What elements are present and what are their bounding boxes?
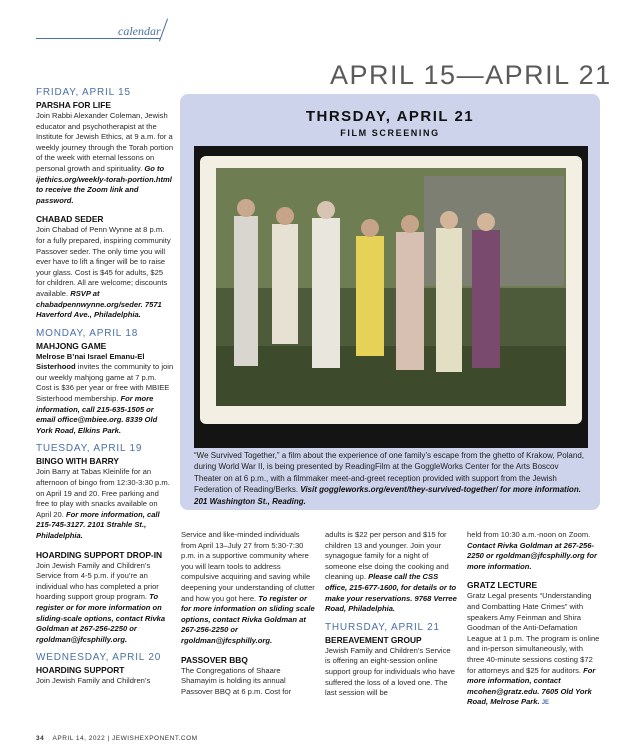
event-text: Join Jewish Family and Children’s Service from 4-5 p.m. if you’re an individual who has completed a prior hoarding support group program. (36, 560, 159, 602)
event-info: To register or for more information on sliding-scale options, contact Rivka Goldman at 267-256-2250 or rgoldman@jfcsphilly.org. (36, 592, 166, 644)
column-2 (181, 530, 315, 697)
event-title: BINGO WITH BARRY (36, 456, 119, 467)
event-text: invites the community to join our weekly mahjong game at 7 p.m. Cost is $36 per year or free with MBIEE Sisterhood membership. (36, 362, 174, 404)
event-text: Service and like-minded individuals from April 13–July 27 from 5:30-7:30 p.m. in a supportive community where you will learn tools to address compulsive acquiring and saving while deepening your understanding of clutter and how you got here. (181, 530, 315, 603)
event-text: Join Barry at Tabas Kleinlife for an afternoon of bingo from 12:30-3:30 p.m. on April 19 and 20. Free parking and free to play with snacks available on April 20. (36, 467, 170, 519)
event-info: RSVP at chabadpennwynne.org/seder. 7571 Haverford Ave., Philadelphia. (36, 288, 162, 320)
event-text: Join Rabbi Alexander Coleman, Jewish educator and psychotherapist at the Institute for Jewish Ethics, at 9 a.m. for a weekly journey through the Torah portion of the week with eternal lessons on personal growth and spirituality. (36, 111, 174, 173)
event-body (181, 530, 315, 647)
caption-text: “We Survived Together,” a film about the experience of one family’s escape from the ghetto of Krakow, Poland, during World War II, is being presented by ReadingFilm at the GoggleWorks Center for the Arts Boscov Theater on at 6 p.m., with a filmmaker meet-and-greet reception provided with support from the Jewish Federation of Reading/Berks. (194, 451, 584, 495)
day-heading: TUESDAY, APRIL 19 (36, 443, 143, 455)
day-heading: MONDAY, APRIL 18 (36, 327, 139, 339)
event-body (36, 561, 174, 646)
event-body (36, 467, 174, 541)
feature-caption (194, 450, 588, 507)
day-heading: FRIDAY, APRIL 15 (36, 87, 131, 98)
event-body (467, 530, 601, 572)
day-heading: THURSDAY, APRIL 21 (325, 621, 440, 633)
event-text: Gratz Legal presents “Understanding and Combatting Hate Crimes” with speakers Amy Feinman and Shira Goodman of the Anti-Defamation League at 1 p.m. The program is online and in-person simultaneously, with three 40-minute sessions costing $72 for attorneys and $25 for auditors. (467, 591, 600, 675)
feature-title: THRSDAY, APRIL 21 (305, 108, 475, 125)
column-1 (36, 86, 174, 687)
footer-text: APRIL 14, 2022 | JEWISHEXPONENT.COM (52, 735, 198, 742)
event-title: HOARDING SUPPORT DROP-IN (36, 549, 163, 560)
event-title: MAHJONG GAME (36, 340, 107, 351)
signoff: JE (541, 700, 550, 707)
event-title: PASSOVER BBQ (181, 654, 248, 665)
event-body (36, 225, 174, 320)
date-range-title: APRIL 15—APRIL 21 (330, 60, 612, 90)
event-text: adults is $22 per person and $15 for children 13 and younger. Join your synagogue family for a night of someone else doing the cooking and cleaning up. (325, 530, 449, 582)
event-text: Join Chabad of Penn Wynne at 8 p.m. for a fully prepared, inspiring community Passover seder. The only time you will ever have to lift a finger will be to raise your glass. Cost is $45 for adults, $25 for children. All are welcome; discounts available. (36, 225, 171, 298)
event-body: The Congregations of Shaare Shamayim is holding its annual Passover BBQ at 6 p.m. Cost for (181, 665, 292, 696)
event-body: Jewish Family and Children’s Service is offering an eight-session online support group for individuals who have suffered the loss of a loved one. The last session will be (325, 645, 456, 698)
event-title: GRATZ LECTURE (467, 580, 538, 591)
event-title: BEREAVEMENT GROUP (325, 634, 422, 645)
event-info: Go to ijethics.org/weekly-torah-portion.html to receive the Zoom link and password. (36, 163, 172, 205)
event-info: To register or for more information on sliding scale options, contact Rivka Goldman at 267-256-2250 or rgoldman@jfcsphilly.org. (181, 593, 315, 645)
event-text: held from 10:30 a.m.-noon on Zoom. (467, 530, 591, 539)
event-title: CHABAD SEDER (36, 214, 104, 225)
event-body (36, 352, 174, 437)
event-info: Contact Rivka Goldman at 267-256-2250 or rgoldman@jfcsphilly.org for more information. (467, 540, 597, 571)
event-info: Please call the CSS office, 215-677-1600, for details or to make your reservations. 9768 Verree Road, Philadelphia. (325, 572, 457, 614)
section-label: calendar (118, 24, 161, 38)
family-photo (194, 146, 588, 448)
column-4 (467, 530, 601, 709)
day-heading: WEDNESDAY, APRIL 20 (36, 652, 162, 664)
event-body (325, 530, 457, 615)
event-body (36, 111, 174, 206)
event-info: For more information, call 215-745-3127. 2101 Strahle St., Philadelphia. (36, 509, 160, 540)
event-info: For more information, call 215-635-1505 or email office@mbiee.org. 8339 Old York Road, Elkins Park. (36, 394, 158, 435)
feature-subtitle: FILM SCREENING (340, 128, 440, 138)
event-body (467, 591, 601, 709)
footer (36, 735, 198, 742)
column-3 (325, 530, 457, 699)
photo-illustration (194, 146, 588, 448)
event-info: For more information, contact mcohen@gratz.edu. 7605 Old York Road, Melrose Park. (467, 665, 596, 707)
caption-info: Visit goggleworks.org/event/they-survived-together/ for more information. 201 Washington St., Reading. (194, 485, 581, 506)
event-title: HOARDING SUPPORT (36, 665, 125, 676)
page-number: 34 (36, 735, 45, 742)
event-title: PARSHA FOR LIFE (36, 100, 111, 110)
event-body: Join Jewish Family and Children’s (36, 676, 151, 686)
event-lead: Melrose B’nai Israel Emanu-El Sisterhood (36, 351, 145, 372)
